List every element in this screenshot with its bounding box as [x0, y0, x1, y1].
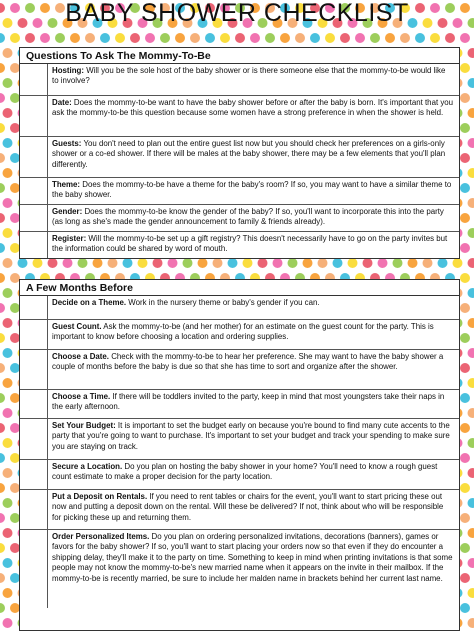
item-description: Check with the mommy-to-be to hear her preference. She may want to have the baby shower a couple of months before the baby is due so that she has time to sort and organize after the shower.: [52, 352, 444, 372]
polka-dot: [160, 33, 170, 43]
checklist-row: [20, 296, 459, 320]
polka-dot: [0, 273, 5, 283]
polka-dot: [3, 228, 13, 238]
polka-dot: [190, 33, 200, 43]
item-description: Will the mommy-to-be set up a gift registry? This doesn't necessarily have to go on the party invites but the information could be shared by word of mouth.: [52, 234, 448, 254]
polka-dot: [108, 258, 118, 268]
polka-dot: [78, 258, 88, 268]
checkbox-cell[interactable]: [20, 350, 48, 389]
item-description: Does the mommy-to-be know the gender of the baby? If so, you'll want to incorporate this into the party (as long as she's made the gender announcement to family & friends already).: [52, 207, 444, 227]
polka-dot: [0, 453, 5, 463]
item-label: Theme:: [52, 180, 81, 189]
item-label: Guests:: [52, 139, 82, 148]
polka-dot: [250, 33, 260, 43]
item-text: [48, 320, 459, 349]
questions-section: [19, 47, 460, 259]
polka-dot: [468, 438, 474, 448]
polka-dot: [220, 33, 230, 43]
polka-dot: [460, 273, 470, 283]
item-description: You don't need to plan out the entire guest list now but you should check her preferences on a girls-only shower or a co-ed shower. If there will be males at the baby shower, there may be a few elements that you'll plan differently.: [52, 139, 446, 169]
polka-dot: [0, 63, 5, 73]
polka-dot: [460, 93, 470, 103]
checklist-row: [20, 390, 459, 419]
item-label: Hosting:: [52, 66, 84, 75]
polka-dot: [3, 108, 13, 118]
item-text: [48, 350, 459, 389]
checklist-row: [20, 137, 459, 178]
polka-dot: [460, 183, 470, 193]
checkbox-cell[interactable]: [20, 419, 48, 459]
item-label: Choose a Date.: [52, 352, 110, 361]
polka-dot: [63, 258, 73, 268]
polka-dot: [55, 33, 65, 43]
checkbox-cell[interactable]: [20, 178, 48, 204]
polka-dot: [0, 483, 5, 493]
polka-dot: [460, 153, 470, 163]
checklist-row: [20, 96, 459, 137]
polka-dot: [0, 573, 5, 583]
polka-dot: [385, 33, 395, 43]
polka-dot: [0, 123, 5, 133]
item-text: [48, 390, 459, 418]
polka-dot: [288, 258, 298, 268]
checkbox-cell[interactable]: [20, 490, 48, 529]
polka-dot: [468, 468, 474, 478]
polka-dot: [123, 258, 133, 268]
checklist-row: [20, 350, 459, 390]
polka-dot: [280, 33, 290, 43]
polka-dot: [0, 603, 5, 613]
polka-dot: [258, 258, 268, 268]
item-label: Register:: [52, 234, 87, 243]
polka-dot: [273, 258, 283, 268]
polka-dot: [3, 528, 13, 538]
checkbox-cell[interactable]: [20, 320, 48, 349]
item-text: [48, 96, 459, 136]
item-text: [48, 419, 459, 459]
checkbox-cell[interactable]: [20, 232, 48, 258]
item-label: Guest Count.: [52, 322, 102, 331]
item-text: [48, 137, 459, 177]
polka-dot: [3, 78, 13, 88]
item-text: [48, 232, 459, 258]
section-header: Questions To Ask The Mommy-To-Be: [20, 48, 459, 64]
polka-dot: [213, 258, 223, 268]
polka-dot: [453, 258, 463, 268]
polka-dot: [468, 618, 474, 628]
polka-dot: [168, 258, 178, 268]
polka-dot: [85, 33, 95, 43]
polka-dot: [468, 318, 474, 328]
page-title: BABY SHOWER CHECKLIST: [65, 0, 409, 27]
polka-dot: [363, 258, 373, 268]
polka-dot: [460, 423, 470, 433]
polka-dot: [378, 258, 388, 268]
checkbox-cell[interactable]: [20, 64, 48, 95]
polka-dot: [0, 543, 5, 553]
item-text: [48, 530, 459, 608]
item-description: Does the mommy-to-be have a theme for the baby's room? If so, you may want to have a similar theme to the baby shower.: [52, 180, 452, 200]
polka-dot: [205, 33, 215, 43]
polka-dot: [460, 573, 470, 583]
polka-dot: [115, 33, 125, 43]
polka-dot: [3, 408, 13, 418]
polka-dot: [348, 258, 358, 268]
polka-dot: [468, 378, 474, 388]
polka-dot: [3, 198, 13, 208]
polka-dot: [3, 288, 13, 298]
polka-dot: [243, 258, 253, 268]
polka-dot: [0, 213, 5, 223]
polka-dot: [0, 243, 5, 253]
item-text: [48, 460, 459, 489]
polka-dot: [3, 468, 13, 478]
polka-dot: [318, 258, 328, 268]
polka-dot: [295, 33, 305, 43]
polka-dot: [0, 393, 5, 403]
polka-dot: [0, 33, 5, 43]
checklist-row: [20, 460, 459, 490]
polka-dot: [310, 33, 320, 43]
polka-dot: [468, 558, 474, 568]
item-description: Do you plan on ordering personalized invitations, decorations (banners), games or favors for the baby shower? If so, you'll want to start placing your orders now so that even if they do encounter a shipping delay, they'll make it to the party on time. Something to keep in mind when printing invitations is that some people may not know the mommy-to-be's new married name when it appears on the invite in their mailbox. If the mommy-to-be is recently married, be sure to include her malden name in brackets behind her current last name.: [52, 532, 453, 583]
polka-dot: [145, 33, 155, 43]
checklist-row: [20, 205, 459, 232]
polka-dot: [3, 378, 13, 388]
polka-dot: [460, 333, 470, 343]
item-description: Work in the nursery theme or baby's gender if you can.: [126, 298, 320, 307]
polka-dot: [18, 258, 28, 268]
few-months-before-section: [19, 279, 460, 631]
polka-dot: [423, 258, 433, 268]
polka-dot: [415, 33, 425, 43]
polka-dot: [153, 258, 163, 268]
polka-dot: [468, 138, 474, 148]
polka-dot: [3, 318, 13, 328]
polka-dot: [0, 153, 5, 163]
polka-dot: [3, 348, 13, 358]
checkbox-cell[interactable]: [20, 96, 48, 136]
polka-dot: [400, 33, 410, 43]
polka-dot: [0, 333, 5, 343]
polka-dot: [198, 258, 208, 268]
checklist-row: [20, 232, 459, 258]
polka-dot: [3, 48, 13, 58]
item-text: [48, 178, 459, 204]
polka-dot: [0, 423, 5, 433]
checklist-row: [20, 530, 459, 608]
checkbox-cell[interactable]: [20, 460, 48, 489]
polka-dot: [40, 33, 50, 43]
polka-dot: [10, 33, 20, 43]
polka-dot: [468, 348, 474, 358]
polka-dot: [468, 528, 474, 538]
polka-dot: [175, 33, 185, 43]
polka-dot: [460, 483, 470, 493]
polka-dot: [48, 258, 58, 268]
item-text: [48, 64, 459, 95]
polka-dot: [460, 513, 470, 523]
item-text: [48, 296, 459, 319]
item-label: Secure a Location.: [52, 462, 123, 471]
polka-dot: [460, 63, 470, 73]
checkbox-cell[interactable]: [20, 137, 48, 177]
item-text: [48, 205, 459, 231]
checkbox-cell[interactable]: [20, 530, 48, 608]
polka-dot: [3, 498, 13, 508]
polka-dot: [3, 558, 13, 568]
polka-dot: [445, 33, 455, 43]
polka-dot: [460, 393, 470, 403]
item-label: Date:: [52, 98, 72, 107]
polka-dot: [460, 453, 470, 463]
polka-dot: [468, 168, 474, 178]
checklist-row: [20, 178, 459, 205]
polka-dot: [0, 183, 5, 193]
polka-dot: [468, 78, 474, 88]
polka-dot: [183, 258, 193, 268]
item-description: If you need to rent tables or chairs for the event, you'll want to start pricing these out now and putting a deposit down on the rental. Will these be delivered? If not, think about who will be responsible for picking these up and returning them.: [52, 492, 444, 522]
polka-dot: [468, 498, 474, 508]
polka-dot: [0, 303, 5, 313]
polka-dot: [468, 408, 474, 418]
polka-dot: [460, 363, 470, 373]
polka-dot: [408, 258, 418, 268]
polka-dot: [138, 258, 148, 268]
polka-dot: [438, 258, 448, 268]
polka-dot: [100, 33, 110, 43]
polka-dot: [325, 33, 335, 43]
item-description: It is important to set the budget early on because you're bound to find many cute accents to the party that you're going to want to purchase. It's important to set your budget and track your spending to make sure you are staying on track.: [52, 421, 450, 451]
polka-dot: [0, 513, 5, 523]
item-label: Order Personalized Items.: [52, 532, 150, 541]
polka-dot: [468, 108, 474, 118]
polka-dot: [460, 243, 470, 253]
polka-dot: [468, 228, 474, 238]
item-text: [48, 490, 459, 529]
polka-dot: [3, 138, 13, 148]
polka-dot: [460, 213, 470, 223]
polka-dot: [468, 588, 474, 598]
polka-dot: [235, 33, 245, 43]
checklist-row: [20, 490, 459, 530]
polka-dot: [303, 258, 313, 268]
item-description: If there will be toddlers invited to the party, keep in mind that most youngsters take their naps in the early afternoon.: [52, 392, 445, 412]
polka-dot: [0, 93, 5, 103]
polka-dot: [468, 48, 474, 58]
checklist-row: [20, 419, 459, 460]
polka-dot: [460, 303, 470, 313]
checkbox-cell[interactable]: [20, 296, 48, 319]
polka-dot: [340, 33, 350, 43]
item-label: Set Your Budget:: [52, 421, 116, 430]
item-label: Put a Deposit on Rentals.: [52, 492, 148, 501]
polka-dot: [333, 258, 343, 268]
polka-dot: [3, 258, 13, 268]
polka-dot: [93, 258, 103, 268]
polka-dot: [468, 258, 474, 268]
polka-dot: [393, 258, 403, 268]
polka-dot: [130, 33, 140, 43]
polka-dot: [0, 363, 5, 373]
checklist-row: [20, 320, 459, 350]
checklist-row: [20, 64, 459, 96]
polka-dot: [265, 33, 275, 43]
item-label: Gender:: [52, 207, 83, 216]
polka-dot: [355, 33, 365, 43]
polka-dot: [370, 33, 380, 43]
polka-dot: [3, 588, 13, 598]
polka-dot: [460, 123, 470, 133]
polka-dot: [3, 168, 13, 178]
checkbox-cell[interactable]: [20, 390, 48, 418]
polka-dot: [468, 288, 474, 298]
polka-dot: [460, 33, 470, 43]
section-header: A Few Months Before: [20, 280, 459, 296]
polka-dot: [33, 258, 43, 268]
item-description: Does the mommy-to-be want to have the baby shower before or after the baby is born. It's important that you ask the mommy-to-be this question because some women have a strong preference in when the shower is held.: [52, 98, 454, 118]
polka-dot: [468, 198, 474, 208]
polka-dot: [25, 33, 35, 43]
polka-dot: [460, 603, 470, 613]
item-label: Decide on a Theme.: [52, 298, 127, 307]
polka-dot: [70, 33, 80, 43]
polka-dot: [3, 618, 13, 628]
item-description: Do you plan on hosting the baby shower in your home? You'll need to know a rough guest count estimate to make a proper decision for the party location.: [52, 462, 438, 482]
polka-dot: [228, 258, 238, 268]
item-description: Will you be the sole host of the baby shower or is there someone else that the mommy-to-be would like to involve?: [52, 66, 446, 86]
polka-dot: [3, 438, 13, 448]
item-description: Ask the mommy-to-be (and her mother) for an estimate on the guest count for the party. This is important to know before choosing a location and ordering supplies.: [52, 322, 434, 342]
polka-dot: [430, 33, 440, 43]
checkbox-cell[interactable]: [20, 205, 48, 231]
polka-dot: [460, 543, 470, 553]
item-label: Choose a Time.: [52, 392, 111, 401]
